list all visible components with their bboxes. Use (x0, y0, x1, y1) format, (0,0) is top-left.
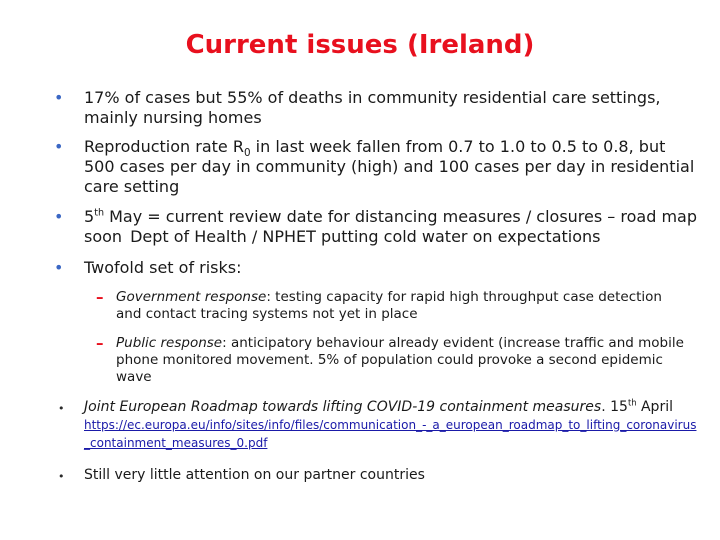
sub-bullet-marker: – (96, 334, 104, 352)
sub-bullet-government-response (96, 289, 686, 323)
sub-bullet-text: Government response: testing capacity for rapid high throughput case detection and contact tracing systems not yet in place (116, 289, 662, 322)
sub-bullet-public-response (96, 335, 686, 386)
bullet-marker: • (54, 258, 64, 277)
bullet-marker: • (58, 402, 65, 415)
bullet-text: Reproduction rate $R_0$ in last week fallen from 0.7 to 1.0 to 0.5 to 0.8, but 500 cases per day in community (high) and 100 cases per day in residential care setting (84, 137, 695, 196)
sub-bullet-marker: – (96, 288, 104, 306)
bullet-text: 17% of cases but 55% of deaths in community residential care settings, mainly nursing homes (84, 88, 661, 127)
bullet-marker: • (54, 207, 64, 226)
slide-title: Current issues (Ireland) (185, 30, 535, 60)
bullet-review-date (54, 207, 698, 247)
bullet-risks (54, 258, 698, 278)
bullet-text: 5th May = current review date for distancing measures / closures – road map soon Dept of Health / NPHET putting cold water on expectations (84, 207, 697, 246)
bullet-marker: • (54, 137, 64, 156)
bullet-text: Still very little attention on our partner countries (84, 467, 425, 483)
roadmap-link[interactable]: https://ec.europa.eu/info/sites/info/files/communication_-_a_european_roadmap_to_lifting_coronavirus_containment_measures_0.pdf (84, 418, 697, 450)
bullet-marker: • (54, 88, 64, 107)
bullet-partner-countries (58, 466, 698, 484)
bullet-reproduction-rate (54, 137, 698, 197)
bullet-text: Twofold set of risks: (84, 258, 242, 277)
sub-bullet-text: Public response: anticipatory behaviour already evident (increase traffic and mobile phone monitored movement. 5% of population could provoke a second epidemic wave (116, 335, 684, 385)
bullet-text: Joint European Roadmap towards lifting COVID-19 containment measures. 15th April https://ec.europa.eu/info/sites/info/files/communication_-_a_european_roadmap_to_lifting_coronavirus_containment_measures_0.pdf (84, 397, 697, 450)
bullet-cases-deaths (54, 88, 698, 128)
bullet-marker: • (58, 470, 65, 483)
bullet-eu-roadmap (58, 398, 698, 452)
